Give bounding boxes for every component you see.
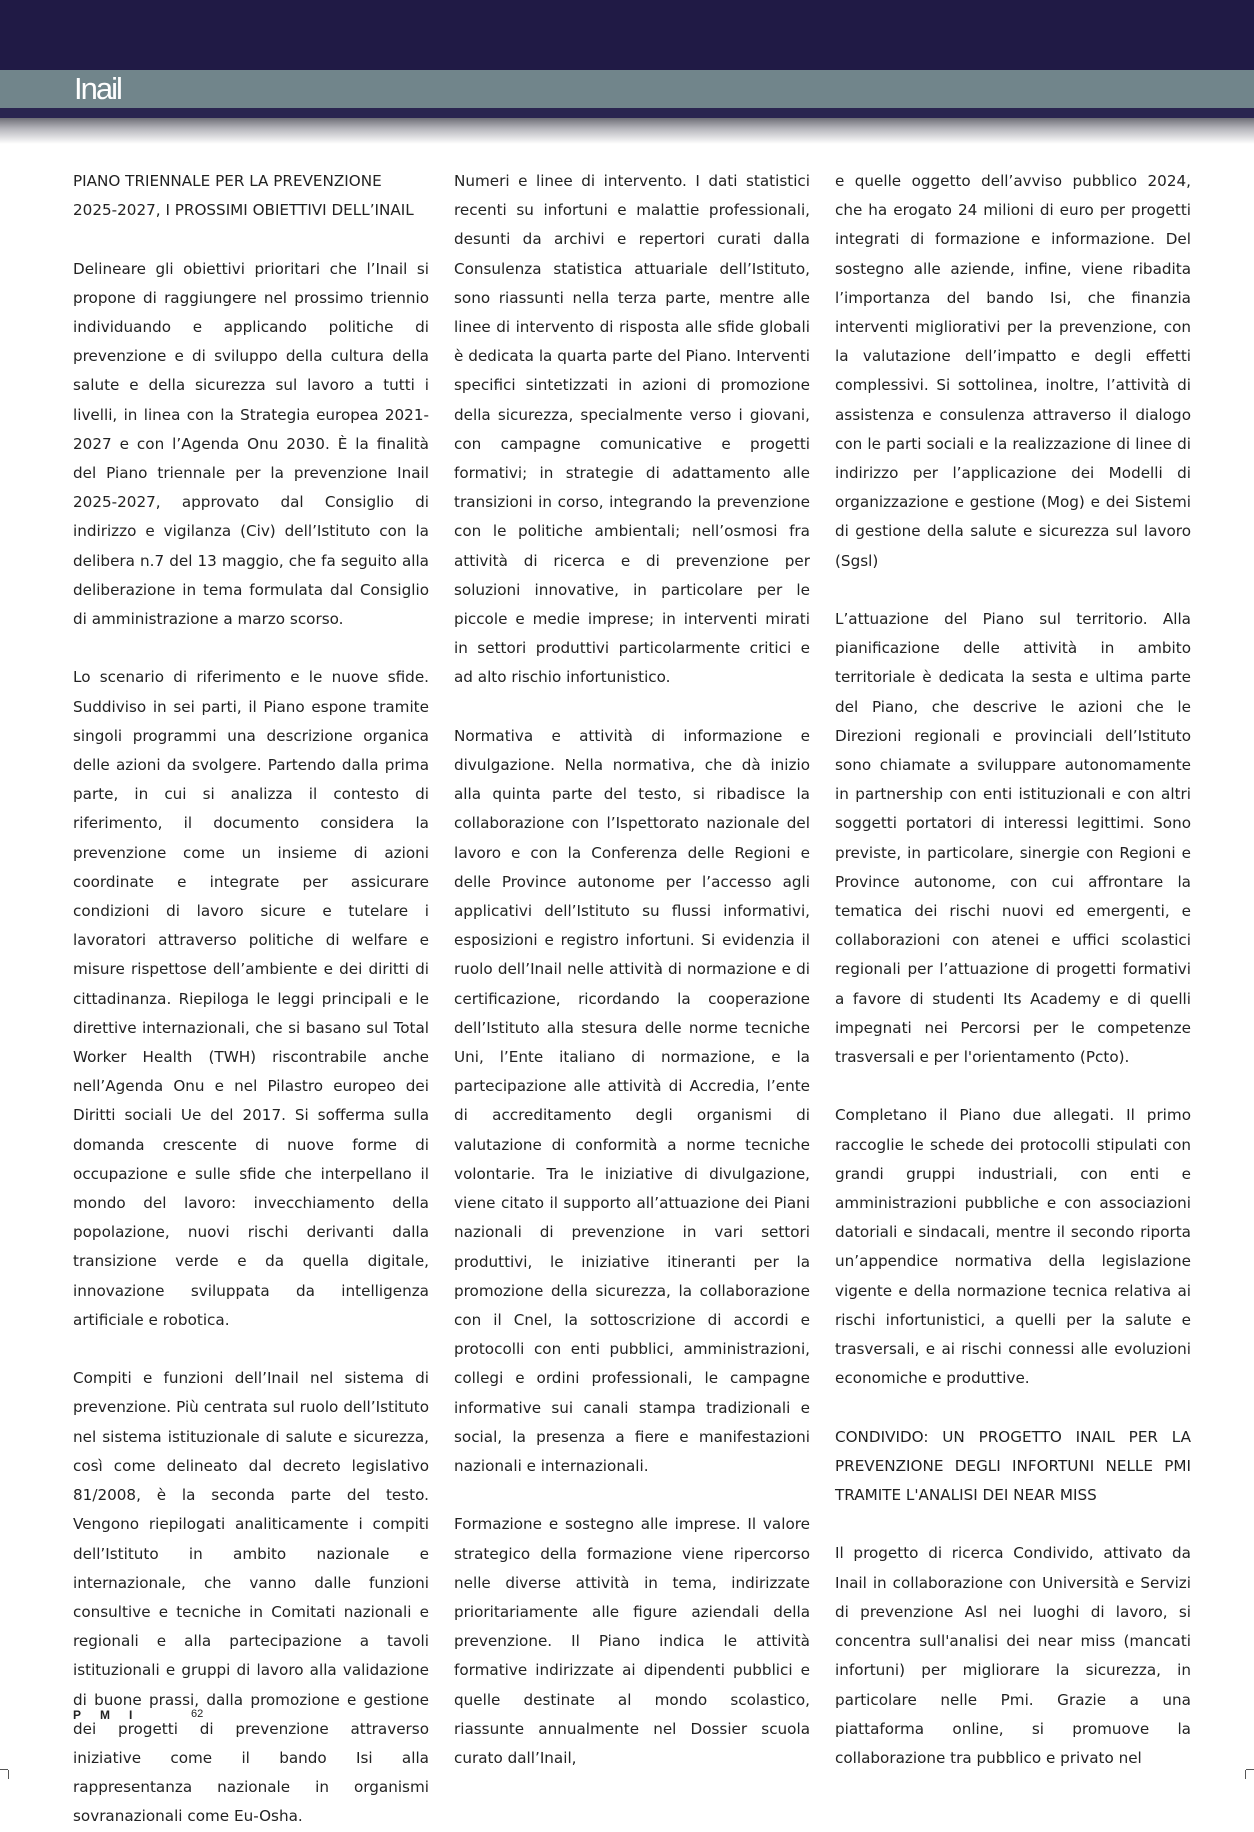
paragraph: e quelle oggetto dell’avviso pubblico 2024, che ha erogato 24 milioni di euro per progetti integrati di formazione e informazione. Del sostegno alle aziende, infine, viene ribadita l’importanza del bando Isi, che finanzia interventi migliorativi per la prevenzione, con la valutazione dell’impatto e degli effetti complessivi. Si sottolinea, inoltre, l’attività di assistenza e consulenza attraverso il dialogo con le parti sociali e la realizzazione di linee di indirizzo per l’applicazione dei Modelli di organizzazione e gestione (Mog) e dei Sistemi di gestione della salute e sicurezza sul lavoro (Sgsl) [835, 172, 1191, 570]
crop-mark [0, 1769, 8, 1770]
article-column-1 [73, 167, 429, 1832]
header-title-band [0, 70, 1254, 108]
crop-mark [1245, 1770, 1246, 1779]
crop-mark [1246, 1769, 1254, 1770]
header-shadow [0, 118, 1254, 144]
magazine-name: PMI [73, 1708, 152, 1722]
article-column-3 [835, 167, 1191, 1773]
header-rule [0, 108, 1254, 118]
paragraph: Normativa e attività di informazione e divulgazione. Nella normativa, che dà inizio alla quinta parte del testo, si ribadisce la collaborazione con l’Ispettorato nazionale del lavoro e con la Conferenza delle Regioni e delle Province autonome per l’accesso agli applicativi dell’Istituto su flussi informativi, esposizioni e registro infortuni. Si evidenzia il ruolo dell’Inail nelle attività di normazione e di certificazione, ricordando la cooperazione dell’Istituto alla stesura delle norme tecniche Uni, l’Ente italiano di normazione, e la partecipazione alle attività di Accredia, l’ente di accreditamento degli organismi di valutazione di conformità a norme tecniche volontarie. Tra le iniziative di divulgazione, viene citato il supporto all’attuazione dei Piani nazionali di prevenzione in vari settori produttivi, le iniziative itineranti per la promozione della sicurezza, la collaborazione con il Cnel, la sottoscrizione di accordi e protocolli con enti pubblici, amministrazioni, collegi e ordini professionali, le campagne informative sui canali stampa tradizionali e social, la presenza a fiere e manifestazioni nazionali e internazionali. [454, 726, 810, 1475]
section-heading: PIANO TRIENNALE PER LA PREVENZIONE 2025-2027, I PROSSIMI OBIETTIVI DELL’INAIL [73, 172, 414, 220]
header-top-band [0, 0, 1254, 70]
paragraph: Il progetto di ricerca Condivido, attivato da Inail in collaborazione con Università e Servizi di prevenzione Asl nei luoghi di lavoro, si concentra sull'analisi dei near miss (mancati infortuni) per migliorare la sicurezza, in particolare nelle Pmi. Grazie a una piattaforma online, si promuove la collaborazione tra pubblico e privato nel [835, 1544, 1191, 1767]
inail-logo: Inail [74, 71, 121, 106]
paragraph: Delineare gli obiettivi prioritari che l’Inail si propone di raggiungere nel prossimo triennio individuando e applicando politiche di prevenzione e di sviluppo della cultura della salute e della sicurezza sul lavoro a tutti i livelli, in linea con la Strategia europea 2021-2027 e con l’Agenda Onu 2030. È la finalità del Piano triennale per la prevenzione Inail 2025-2027, approvato dal Consiglio di indirizzo e vigilanza (Civ) dell’Istituto con la delibera n.7 del 13 maggio, che fa seguito alla deliberazione in tema formulata dal Consiglio di amministrazione a marzo scorso. [73, 259, 429, 629]
crop-mark [8, 1770, 9, 1779]
paragraph: Compiti e funzioni dell’Inail nel sistema di prevenzione. Più centrata sul ruolo dell’Istituto nel sistema istituzionale di salute e sicurezza, così come delineato dal decreto legislativo 81/2008, è la seconda parte del testo. Vengono riepilogati analiticamente i compiti dell’Istituto in ambito nazionale e internazionale, che vanno dalle funzioni consultive e tecniche in Comitati nazionali e regionali e alla partecipazione a tavoli istituzionali e gruppi di lavoro alla validazione di buone prassi, dalla promozione e gestione dei progetti di prevenzione attraverso iniziative come il bando Isi alla rappresentanza nazionale in organismi sovranazionali come Eu-Osha. [73, 1369, 429, 1826]
paragraph: Formazione e sostegno alle imprese. Il valore strategico della formazione viene ripercorso nelle diverse attività in tema, indirizzate prioritariamente alle figure aziendali della prevenzione. Il Piano indica le attività formative indirizzate ai dipendenti pubblici e quelle destinate al mondo scolastico, riassunte annualmente nel Dossier scuola curato dall’Inail, [454, 1515, 810, 1767]
page-footer [73, 1708, 204, 1722]
section-heading: CONDIVIDO: UN PROGETTO INAIL PER LA PREVENZIONE DEGLI INFORTUNI NELLE PMI TRAMITE L'ANALISI DEI NEAR MISS [835, 1427, 1191, 1505]
paragraph: L’attuazione del Piano sul territorio. Alla pianificazione delle attività in ambito territoriale è dedicata la sesta e ultima parte del Piano, che descrive le azioni che le Direzioni regionali e provinciali dell’Istituto sono chiamate a sviluppare autonomamente in partnership con enti istituzionali e con altri soggetti portatori di interessi legittimi. Sono previste, in particolare, sinergie con Regioni e Province autonome, con cui affrontare la tematica dei rischi nuovi ed emergenti, e collaborazioni con atenei e uffici scolastici regionali per l’attuazione di progetti formativi a favore di studenti Its Academy e di quelli impegnati nei Percorsi per le competenze trasversali e per l'orientamento (Pcto). [835, 610, 1191, 1067]
paragraph: Numeri e linee di intervento. I dati statistici recenti su infortuni e malattie professionali, desunti da archivi e repertori curati dalla Consulenza statistica attuariale dell’Istituto, sono riassunti nella terza parte, mentre alle linee di intervento di risposta alle sfide globali è dedicata la quarta parte del Piano. Interventi specifici sintetizzati in azioni di promozione della sicurezza, specialmente verso i giovani, con campagne comunicative e progetti formativi; in strategie di adattamento alle transizioni in corso, integrando la prevenzione con le politiche ambientali; nell’osmosi fra attività di ricerca e di prevenzione per soluzioni innovative, in particolare per le piccole e medie imprese; in interventi mirati in settori produttivi particolarmente critici e ad alto rischio infortunistico. [454, 172, 810, 687]
page-number: 62 [191, 1708, 204, 1720]
article-column-2 [454, 167, 810, 1773]
paragraph: Lo scenario di riferimento e le nuove sfide. Suddiviso in sei parti, il Piano espone tramite singoli programmi una descrizione organica delle azioni da svolgere. Partendo dalla prima parte, in cui si analizza il contesto di riferimento, il documento considera la prevenzione come un insieme di azioni coordinate e integrate per assicurare condizioni di lavoro sicure e tutelare i lavoratori attraverso politiche di welfare e misure rispettose dell’ambiente e dei diritti di cittadinanza. Riepiloga le leggi principali e le direttive internazionali, che si basano sul Total Worker Health (TWH) riscontrabile anche nell’Agenda Onu e nel Pilastro europeo dei Diritti sociali Ue del 2017. Si sofferma sulla domanda crescente di nuove forme di occupazione e sulle sfide che interpellano il mondo del lavoro: invecchiamento della popolazione, nuovi rischi derivanti dalla transizione verde e da quella digitale, innovazione sviluppata da intelligenza artificiale e robotica. [73, 668, 429, 1329]
paragraph: Completano il Piano due allegati. Il primo raccoglie le schede dei protocolli stipulati con grandi gruppi industriali, con enti e amministrazioni pubbliche e con associazioni datoriali e sindacali, mentre il secondo riporta un’appendice normativa della legislazione vigente e della normazione tecnica relativa ai rischi infortunistici, a quelli per la salute e trasversali, e ai rischi connessi alle evoluzioni economiche e produttive. [835, 1106, 1191, 1388]
